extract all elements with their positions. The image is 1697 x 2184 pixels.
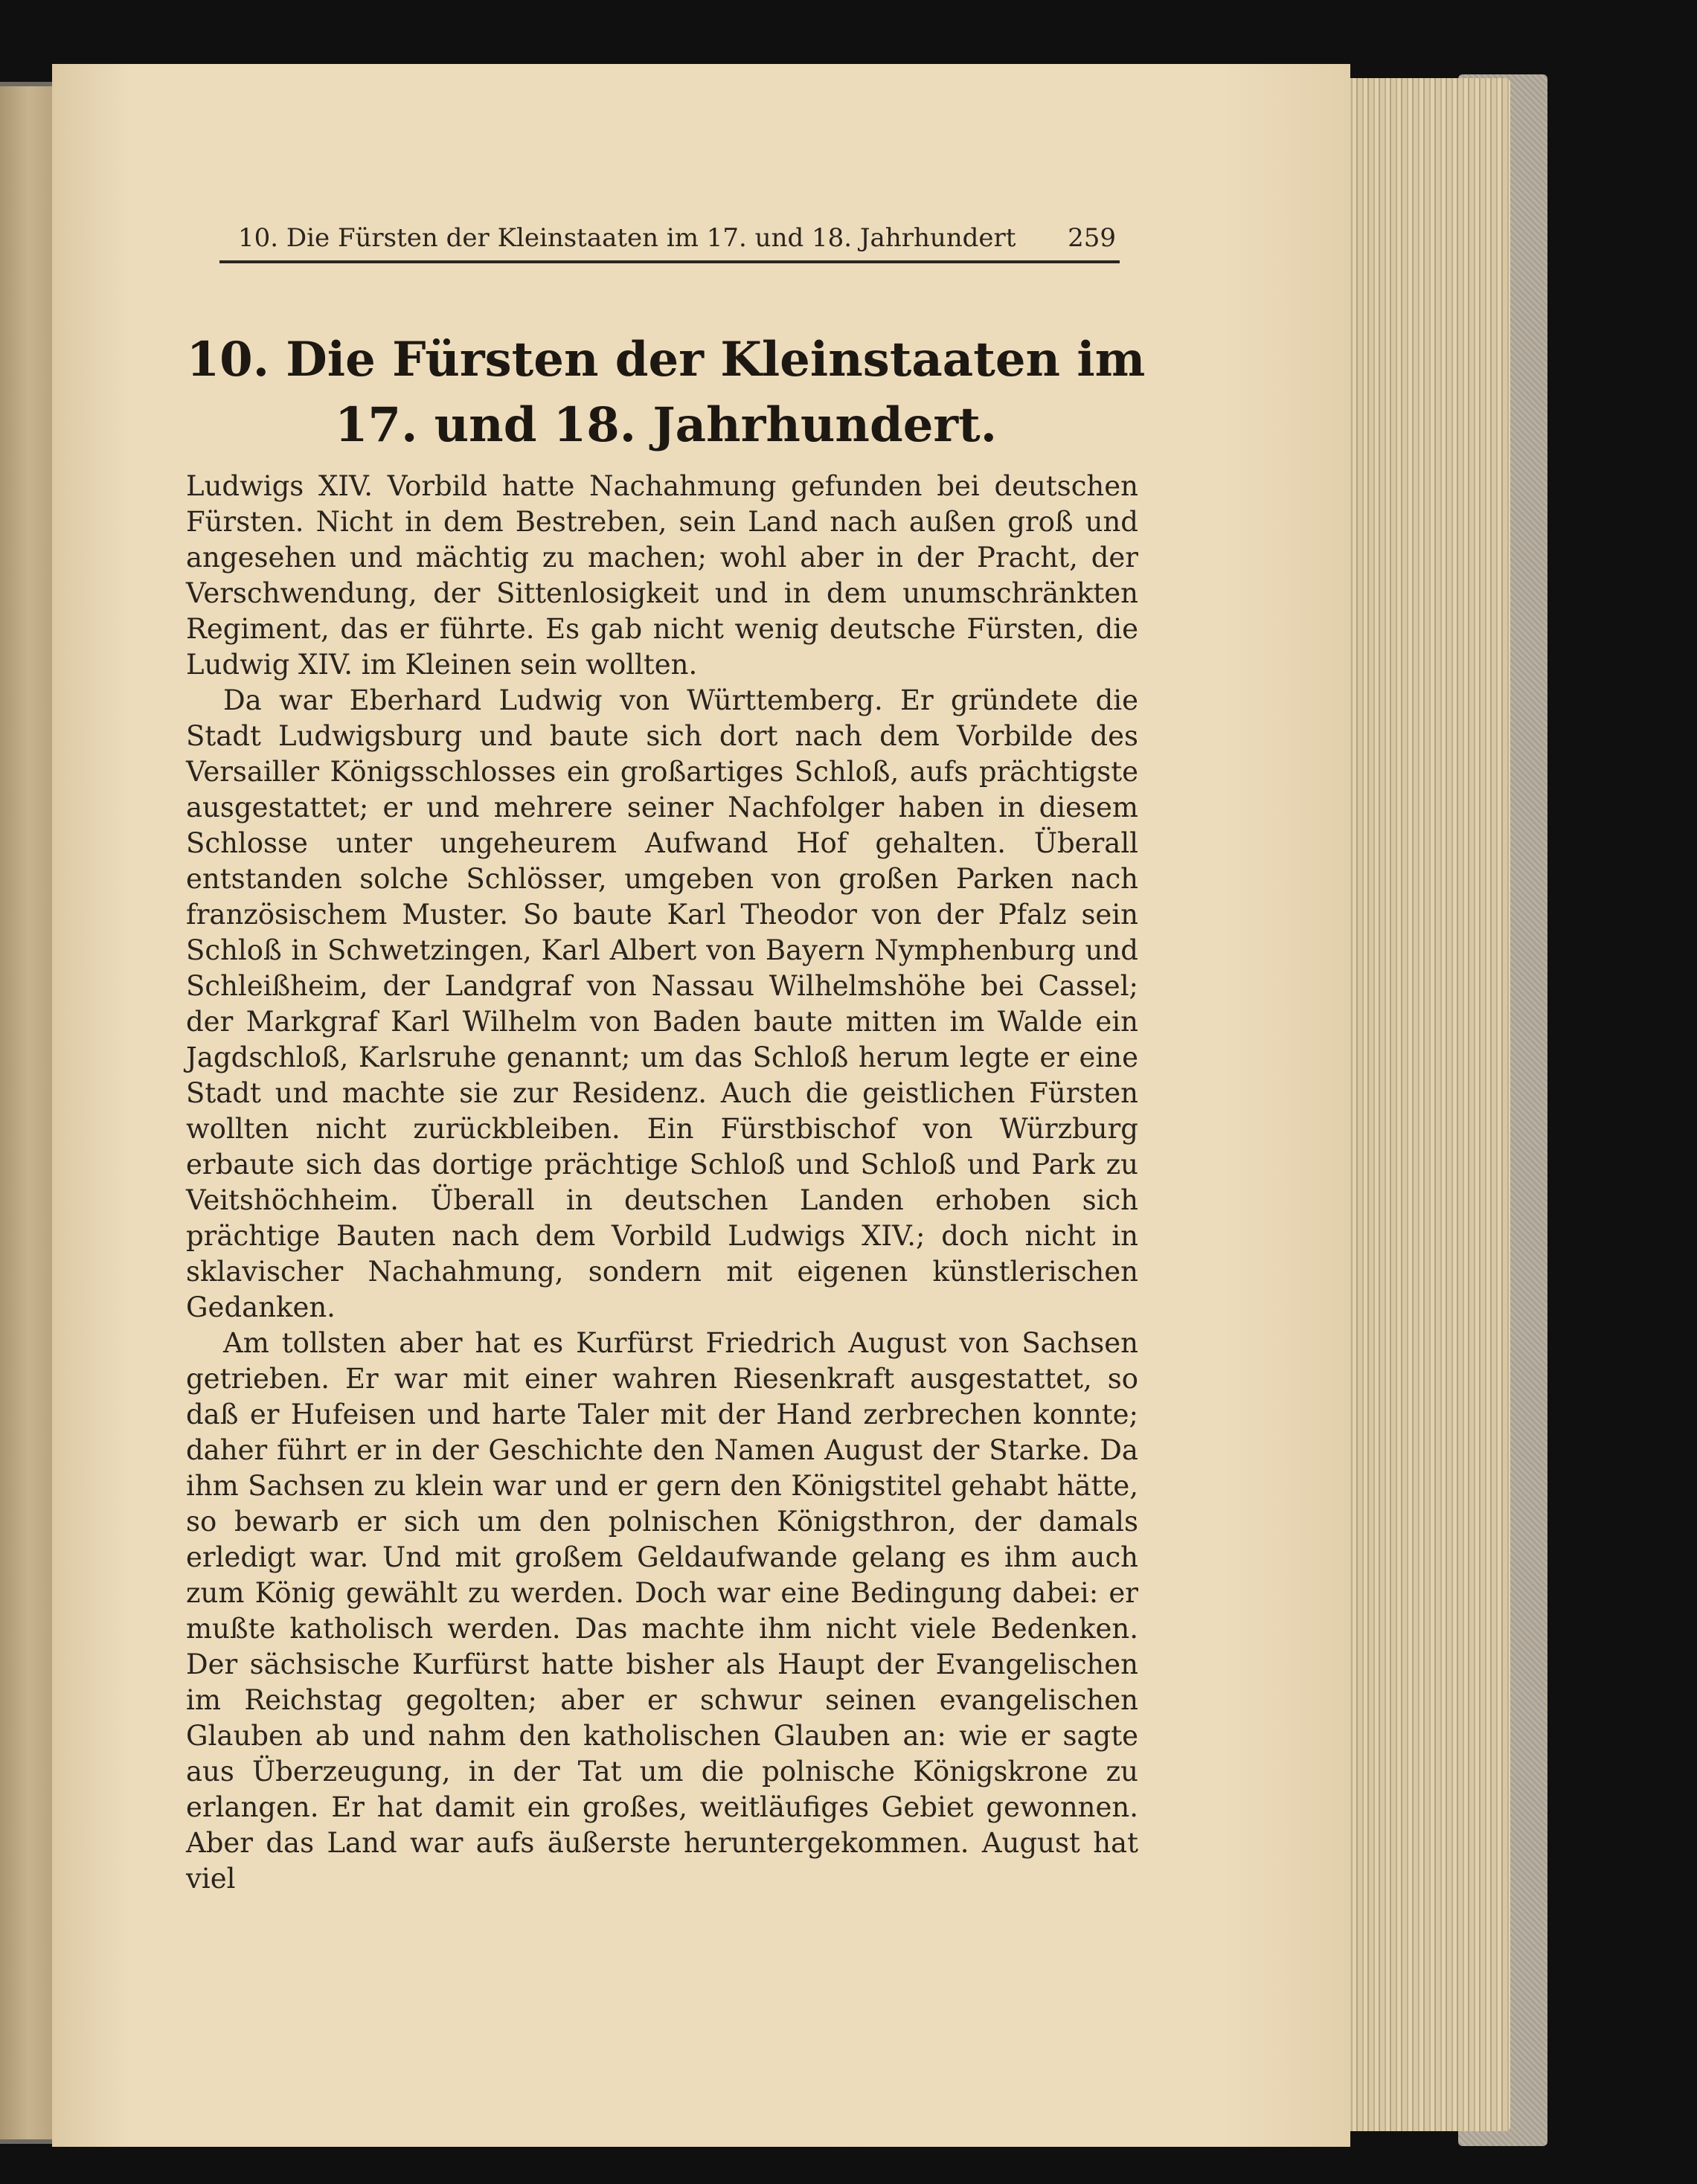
running-head [238, 223, 1116, 256]
header-rule [219, 260, 1120, 263]
page-edges [1335, 78, 1510, 2131]
paragraph-2: Da war Eberhard Ludwig von Württemberg. Er gründete die Stadt Ludwigsburg und baute sich dort nach dem Vorbilde des Versailler Königsschlosses ein großartiges Schloß, aufs prächtigste ausgestattet; er und mehrere seiner Nachfolger haben in diesem Schlosse unter ungeheurem Aufwand Hof gehalten. Überall entstanden solche Schlösser, umgeben von großen Parken nach französischem Muster. So baute Karl Theodor von der Pfalz sein Schloß in Schwetzingen, Karl Albert von Bayern Nymphenburg und Schleißheim, der Landgraf von Nassau Wilhelmshöhe bei Cassel; der Markgraf Karl Wilhelm von Baden baute mitten im Walde ein Jagdschloß, Karlsruhe genannt; um das Schloß herum legte er eine Stadt und machte sie zur Residenz. Auch die geistlichen Fürsten wollten nicht zurückbleiben. Ein Fürstbischof von Würzburg erbaute sich das dortige prächtige Schloß und Schloß und Park zu Veitshöchheim. Überall in deutschen Landen erhoben sich prächtige Bauten nach dem Vorbild Ludwigs XIV.; doch nicht in sklavischer Nachahmung, sondern mit eigenen künstlerischen Gedanken. [186, 684, 1138, 1323]
previous-page-edge [0, 82, 52, 2144]
body-text [186, 469, 1138, 1897]
paragraph-3: Am tollsten aber hat es Kurfürst Friedrich August von Sachsen getrieben. Er war mit einer wahren Riesenkraft ausgestattet, so daß er Hufeisen und harte Taler mit der Hand zerbrechen konnte; daher führt er in der Geschichte den Namen August der Starke. Da ihm Sachsen zu klein war und er gern den Königstitel gehabt hätte, so bewarb er sich um den polnischen Königsthron, der damals erledigt war. Und mit großem Geldaufwande gelang es ihm auch zum König gewählt zu werden. Doch war eine Bedingung dabei: er mußte katholisch werden. Das machte ihm nicht viele Bedenken. Der sächsische Kurfürst hatte bisher als Haupt der Evangelischen im Reichstag gegolten; aber er schwur seinen evangelischen Glauben ab und nahm den katholischen Glauben an: wie er sagte aus Überzeugung, in der Tat um die polnische Königskrone zu erlangen. Er hat damit ein großes, weitläufiges Gebiet gewonnen. Aber das Land war aufs äußerste heruntergekommen. August hat viel [186, 1327, 1138, 1895]
chapter-title: 10. Die Fürsten der Kleinstaaten im 17. und 18. Jahrhundert. [186, 332, 1146, 453]
page-number: 259 [1068, 223, 1116, 253]
paragraph-1: Ludwigs XIV. Vorbild hatte Nachahmung gefunden bei deutschen Fürsten. Nicht in dem Bestreben, sein Land nach außen groß und angesehen und mächtig zu machen; wohl aber in der Pracht, der Verschwendung, der Sittenlosigkeit und in dem unumschränkten Regiment, das er führte. Es gab nicht wenig deutsche Fürsten, die Ludwig XIV. im Kleinen sein wollten. [186, 470, 1138, 681]
running-head-title: 10. Die Fürsten der Kleinstaaten im 17. und 18. Jahrhundert [238, 223, 1016, 253]
